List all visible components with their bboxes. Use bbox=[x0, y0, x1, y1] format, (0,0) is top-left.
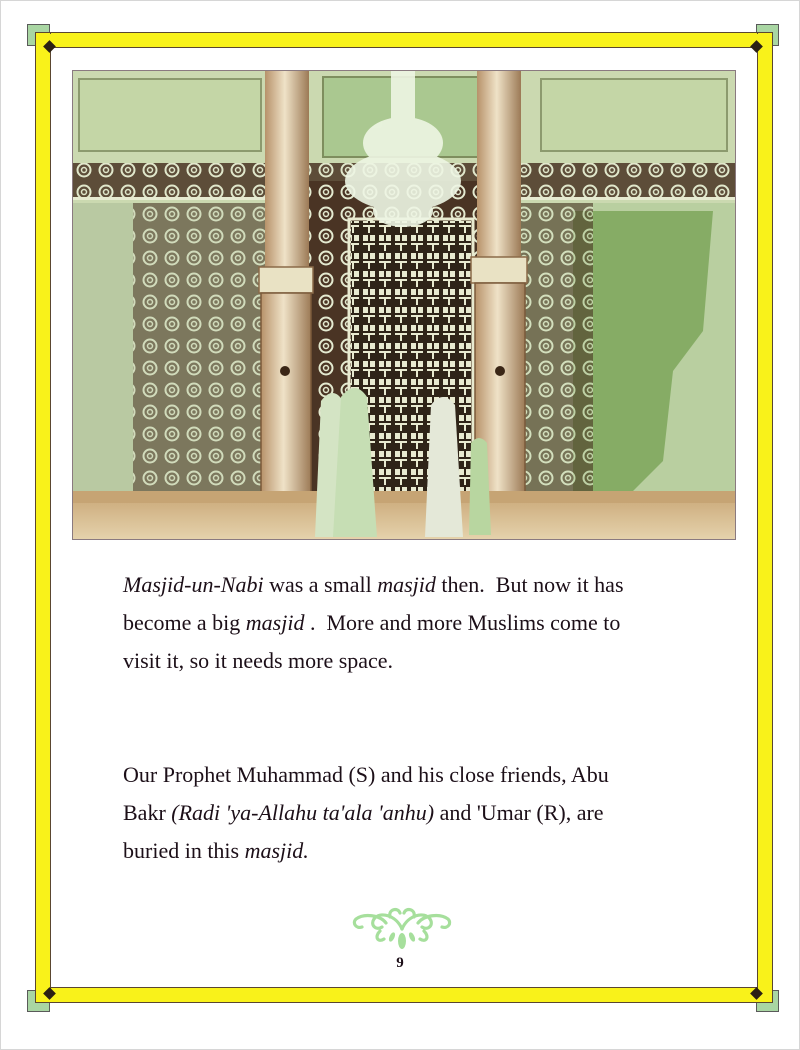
text: was a small bbox=[263, 572, 378, 597]
mosque-interior-illustration bbox=[72, 70, 736, 540]
text: become a big bbox=[123, 610, 246, 635]
paragraph-2 bbox=[123, 756, 693, 870]
text-italic: (Radi 'ya-Allahu ta'ala 'anhu) bbox=[171, 800, 435, 825]
text-italic: masjid. bbox=[244, 838, 309, 863]
text-italic: masjid bbox=[245, 610, 305, 635]
paragraph-2-line-1 bbox=[123, 756, 693, 794]
paragraph-1-line-1 bbox=[123, 566, 693, 604]
text: then. But now it has bbox=[435, 572, 624, 597]
text: visit it, so it needs more space. bbox=[123, 648, 394, 673]
paragraph-1 bbox=[123, 566, 693, 680]
text-italic: Masjid-un-Nabi bbox=[123, 572, 264, 597]
text-italic: masjid bbox=[377, 572, 436, 597]
text: Our Prophet Muhammad (S) and his close friends, Abu bbox=[123, 762, 609, 787]
text: . More and more Muslims come to bbox=[304, 610, 621, 635]
paragraph-1-line-2 bbox=[123, 604, 693, 642]
page-number: 9 bbox=[396, 955, 404, 971]
paragraph-1-line-3 bbox=[123, 642, 693, 680]
text: and 'Umar (R), are bbox=[434, 800, 604, 825]
paragraph-2-line-3 bbox=[123, 832, 693, 870]
floral-scroll-ornament-icon bbox=[350, 905, 454, 951]
text: buried in this bbox=[123, 838, 245, 863]
text: Bakr bbox=[123, 800, 172, 825]
paragraph-2-line-2 bbox=[123, 794, 693, 832]
